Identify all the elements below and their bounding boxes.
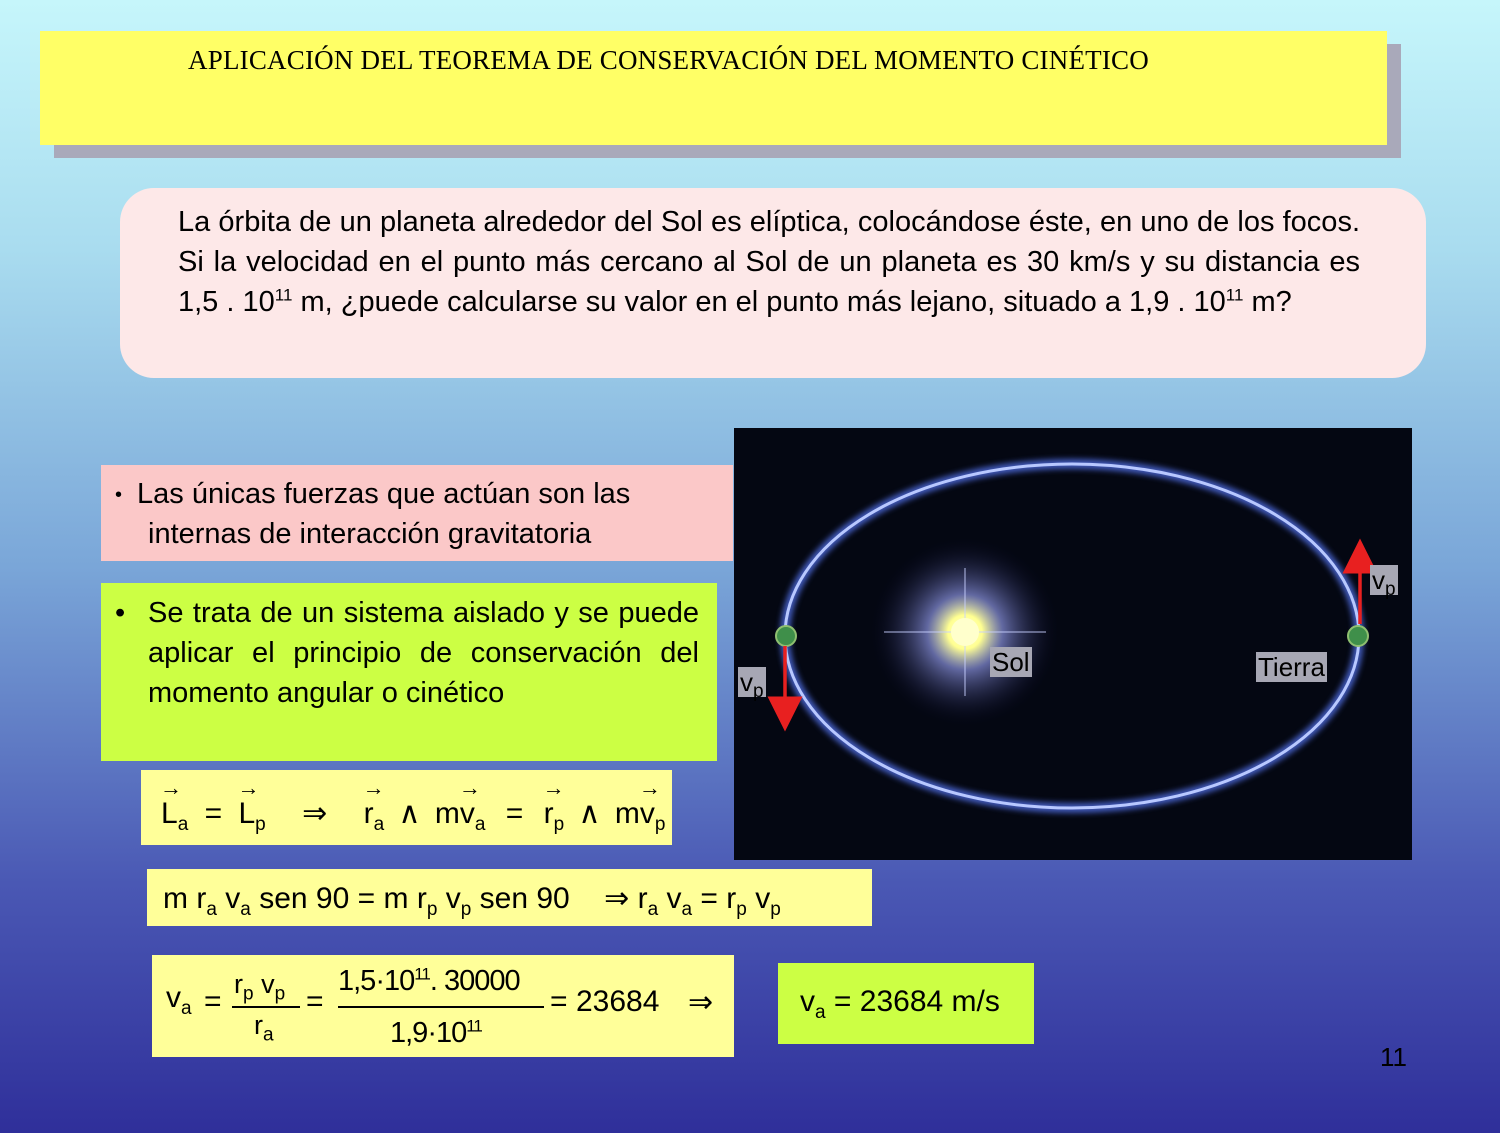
velocity-calculation — [152, 955, 734, 1057]
problem-exponent-1: 11 — [274, 285, 293, 305]
slide-title: APLICACIÓN DEL TEOREMA DE CONSERVACIÓN DEL MOMENTO CINÉTICO — [188, 45, 1149, 75]
problem-text-part1: La órbita de un planeta alrededor del Sol es elíptica, colocándose éste, en uno de los focos. Si la velocidad en el punto más cercano al Sol de un planeta es 30 km/s y su distancia es 1,5 . 10 — [178, 206, 1360, 318]
eq2-content: m $r_a$ $v_a$ sen 90 = m $r_p$ $v_p$ sen 90 ⇒ $r_a$ $v_a = r_p$ $v_p$ — [163, 882, 781, 920]
eq3-numeric-numerator: $1,5\cdot 10^{11}$. 30000 — [338, 964, 520, 997]
problem-text-part2: m, ¿puede calcularse su valor en el punto más lejano, situado a 1,9 . 10 — [292, 286, 1226, 318]
eq1-content: → $L_a$ = → $L_p$ ⇒ → $r_a$ ∧ $m\to v_a$ = → $r_p$ ∧ $m\to v_p$ — [161, 796, 665, 831]
eq3-va: $v_a$ — [166, 981, 192, 1019]
title-box — [40, 31, 1387, 145]
problem-text-part3: m? — [1243, 286, 1292, 318]
velocity-label-left: $v_p$ — [740, 667, 764, 703]
problem-text — [178, 202, 1360, 322]
eq3-fraction-line-1 — [232, 1006, 300, 1008]
earth-left — [776, 626, 796, 646]
orbit-svg — [734, 428, 1412, 860]
eq3-fraction-line-2 — [338, 1006, 544, 1008]
eq3-equals-2: = — [306, 985, 324, 1018]
eq3-fraction-denominator: $r_a$ — [254, 1010, 274, 1046]
eq3-implies: ⇒ — [688, 986, 714, 1019]
problem-exponent-2: 11 — [1225, 285, 1244, 305]
sun-core — [951, 618, 979, 646]
earth-right — [1348, 626, 1368, 646]
eq3-equals-1: = — [204, 985, 222, 1018]
sun-label: Sol — [992, 647, 1030, 677]
velocity-label-right: $v_p$ — [1372, 565, 1396, 601]
orbit-diagram — [734, 428, 1412, 860]
eq3-fraction-numerator: $r_p$ $v_p$ — [234, 969, 286, 1005]
bullet2-symbol: • — [115, 597, 126, 629]
angular-momentum-equation — [141, 770, 672, 845]
bullet-isolated-system — [101, 583, 717, 761]
bullet2-text: Se trata de un sistema aislado y se puede aplicar el principio de conservación del momento angular o cinético — [148, 597, 699, 709]
eq3-numeric-denominator: $1,9\cdot 10^{11}$ — [390, 1016, 482, 1049]
page-number: 11 — [1380, 1042, 1407, 1072]
scalar-equation — [147, 869, 872, 926]
bullet1-line1: • Las únicas fuerzas que actúan son las — [115, 478, 631, 510]
earth-label: Tierra — [1258, 652, 1325, 682]
answer-text: $v_a = 23684$ m/s — [800, 985, 1000, 1023]
bullet1-line2: internas de interacción gravitatoria — [148, 518, 592, 550]
bullet-internal-forces — [101, 465, 733, 561]
problem-statement-box — [120, 188, 1426, 378]
eq3-equals-3: = — [550, 985, 568, 1018]
eq3-result: 23684 — [576, 985, 660, 1018]
answer-box — [778, 963, 1034, 1044]
